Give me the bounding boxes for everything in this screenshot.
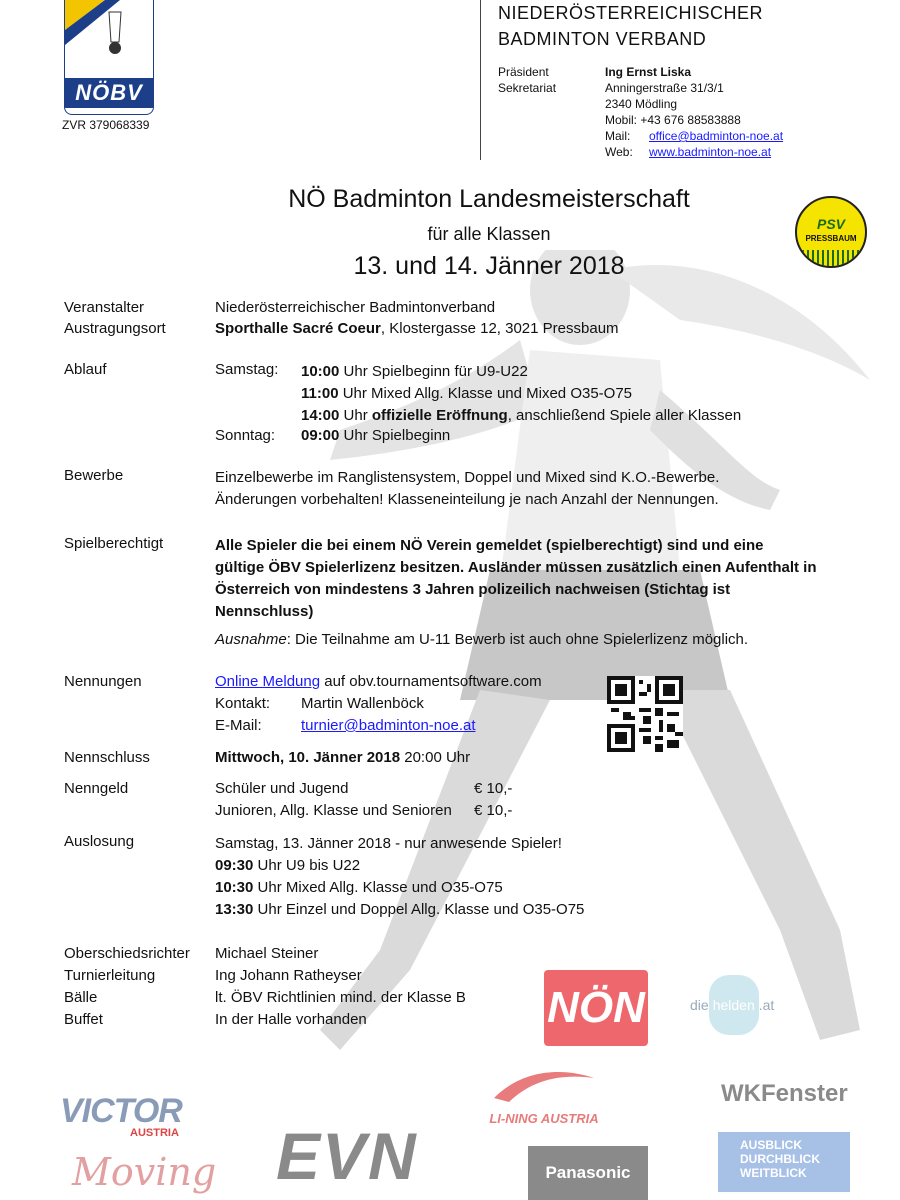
value-nennschluss: Mittwoch, 10. Jänner 2018 20:00 Uhr (215, 749, 471, 766)
officials-labels (64, 943, 190, 1031)
org-name-line2: BADMINTON VERBAND (498, 29, 707, 49)
sonntag-schedule: 09:00 Uhr Spielbeginn (301, 427, 451, 444)
victor-logo-sub: AUSTRIA (130, 1127, 179, 1139)
contact-value: 2340 Mödling (605, 97, 678, 111)
label-nennschluss: Nennschluss (64, 749, 150, 766)
psv-logo-text: PSV (816, 216, 845, 232)
contact-value: Anningerstraße 31/3/1 (605, 81, 724, 95)
kontakt-label: Kontakt: (215, 695, 271, 712)
nobv-logo-text: NÖBV (65, 78, 153, 108)
label-auslosung: Auslosung (64, 833, 135, 850)
victor-logo-text: VICTOR (60, 1092, 182, 1130)
value-baelle: lt. ÖBV Richtlinien mind. der Klasse B (215, 989, 466, 1006)
website-link[interactable]: www.badminton-noe.at (649, 145, 772, 159)
nenngeld-category: Schüler und Jugend (215, 780, 349, 797)
label-ablauf: Ablauf (64, 361, 107, 378)
turnier-email-link[interactable]: turnier@badminton-noe.at (301, 717, 476, 734)
label-austragungsort: Austragungsort (64, 320, 166, 337)
lining-austria-logo (474, 1068, 614, 1128)
qr-code[interactable] (607, 676, 683, 752)
ausblick-logo: AUSBLICK DURCHBLICK WEITBLICK (718, 1132, 850, 1192)
value-auslosung: Samstag, 13. Jänner 2018 - nur anwesende Spieler! 09:30 Uhr U9 bis U22 10:30 Uhr Mixed Allg. Klasse und O35-O75 13:30 Uhr Einzel und Doppel Allg. Klasse und O35-O75 (215, 835, 585, 918)
panasonic-logo: Panasonic (528, 1146, 648, 1200)
samstag-label: Samstag: (215, 361, 279, 378)
zvr-number: ZVR 379068339 (62, 118, 150, 132)
value-buffet: In der Halle vorhanden (215, 1011, 367, 1028)
contact-block (498, 64, 783, 160)
nenngeld-fee: € 10,- (474, 780, 513, 797)
lining-logo-text: LI-NING AUSTRIA (489, 1111, 599, 1126)
schedule-line: 14:00 Uhr offizielle Eröffnung, anschließend Spiele aller Klassen (301, 407, 742, 424)
evn-logo: EVN (276, 1119, 418, 1193)
shuttlecock-icon (65, 0, 153, 80)
nenngeld-category: Junioren, Allg. Klasse und Senioren (215, 802, 452, 819)
nobv-logo (64, 0, 154, 115)
nenngeld-fee: € 10,- (474, 802, 513, 819)
wkfenster-logo: WKFenster (721, 1080, 848, 1107)
online-registration: Online Meldung auf obv.tournamentsoftware.com (215, 673, 542, 690)
schedule-line: 10:00 Uhr Spielbeginn für U9-U22 (301, 363, 528, 380)
contact-label: Präsident (498, 65, 549, 79)
org-name-line1: NIEDERÖSTERREICHISCHER (498, 3, 764, 23)
ausnahme-note: Ausnahme: Die Teilnahme am U-11 Bewerb ist auch ohne Spielerlizenz möglich. (215, 631, 749, 648)
event-date: 13. und 14. Jänner 2018 (353, 252, 625, 280)
online-meldung-link[interactable]: Online Meldung (215, 673, 321, 690)
sonntag-label: Sonntag: (215, 427, 276, 444)
value-bewerbe: Einzelbewerbe im Ranglistensystem, Doppel und Mixed sind K.O.-Bewerbe. Änderungen vorbehalten! Klasseneinteilung je nach Anzahl der Nennungen. (215, 469, 720, 508)
label-bewerbe: Bewerbe (64, 467, 124, 484)
label-baelle: Bälle (64, 989, 98, 1006)
officials-values (215, 943, 466, 1031)
lining-swoosh-icon (474, 1068, 614, 1106)
value-oberschiedsrichter: Michael Steiner (215, 945, 319, 962)
label-oberschiedsrichter: Oberschiedsrichter (64, 945, 190, 962)
contact-value: Ing Ernst Liska (605, 65, 692, 79)
event-subtitle: für alle Klassen (427, 224, 551, 244)
value-spielberechtigt: Alle Spieler die bei einem NÖ Verein gemeldet (spielberechtigt) sind und eine gültige ÖBV Spielerlizenz besitzen. Ausländer müssen zusätzlich einen Aufenthalt in Österreich von mindestens 3 Jahren polizeilich nachweisen (Stichtag ist Nennschluss) (215, 537, 817, 620)
label-buffet: Buffet (64, 1011, 103, 1028)
label-nenngeld: Nenngeld (64, 780, 129, 797)
moving-logo: Moving (72, 1150, 217, 1194)
schedule-line: 11:00 Uhr Mixed Allg. Klasse und Mixed O35-O75 (301, 385, 633, 402)
pressbaum-logo-text: PRESSBAUM (805, 234, 857, 243)
dieheldenat-logo: die helden .at (690, 975, 780, 1035)
contact-value: Mobil: +43 676 88583888 (605, 113, 741, 127)
value-veranstalter: Niederösterreichischer Badmintonverband (215, 299, 496, 316)
event-title: NÖ Badminton Landesmeisterschaft (288, 185, 690, 213)
email-label: E-Mail: (215, 717, 262, 734)
contact-label: Sekretariat (498, 81, 557, 95)
label-spielberechtigt: Spielberechtigt (64, 535, 164, 552)
contact-label: Web: (605, 145, 633, 159)
label-veranstalter: Veranstalter (64, 299, 145, 316)
samstag-schedule (301, 361, 741, 427)
org-name (498, 0, 763, 52)
non-logo: NÖN (544, 970, 648, 1046)
value-austragungsort: Sporthalle Sacré Coeur, Klostergasse 12, 3021 Pressbaum (215, 320, 619, 337)
header-divider (480, 0, 481, 160)
label-turnierleitung: Turnierleitung (64, 967, 156, 984)
label-nennungen: Nennungen (64, 673, 142, 690)
contact-label: Mail: (605, 129, 631, 143)
victor-austria-logo (60, 1092, 232, 1144)
office-email-link[interactable]: office@badminton-noe.at (649, 129, 784, 143)
kontakt-value: Martin Wallenböck (301, 695, 424, 712)
value-turnierleitung: Ing Johann Ratheyser (215, 967, 362, 984)
